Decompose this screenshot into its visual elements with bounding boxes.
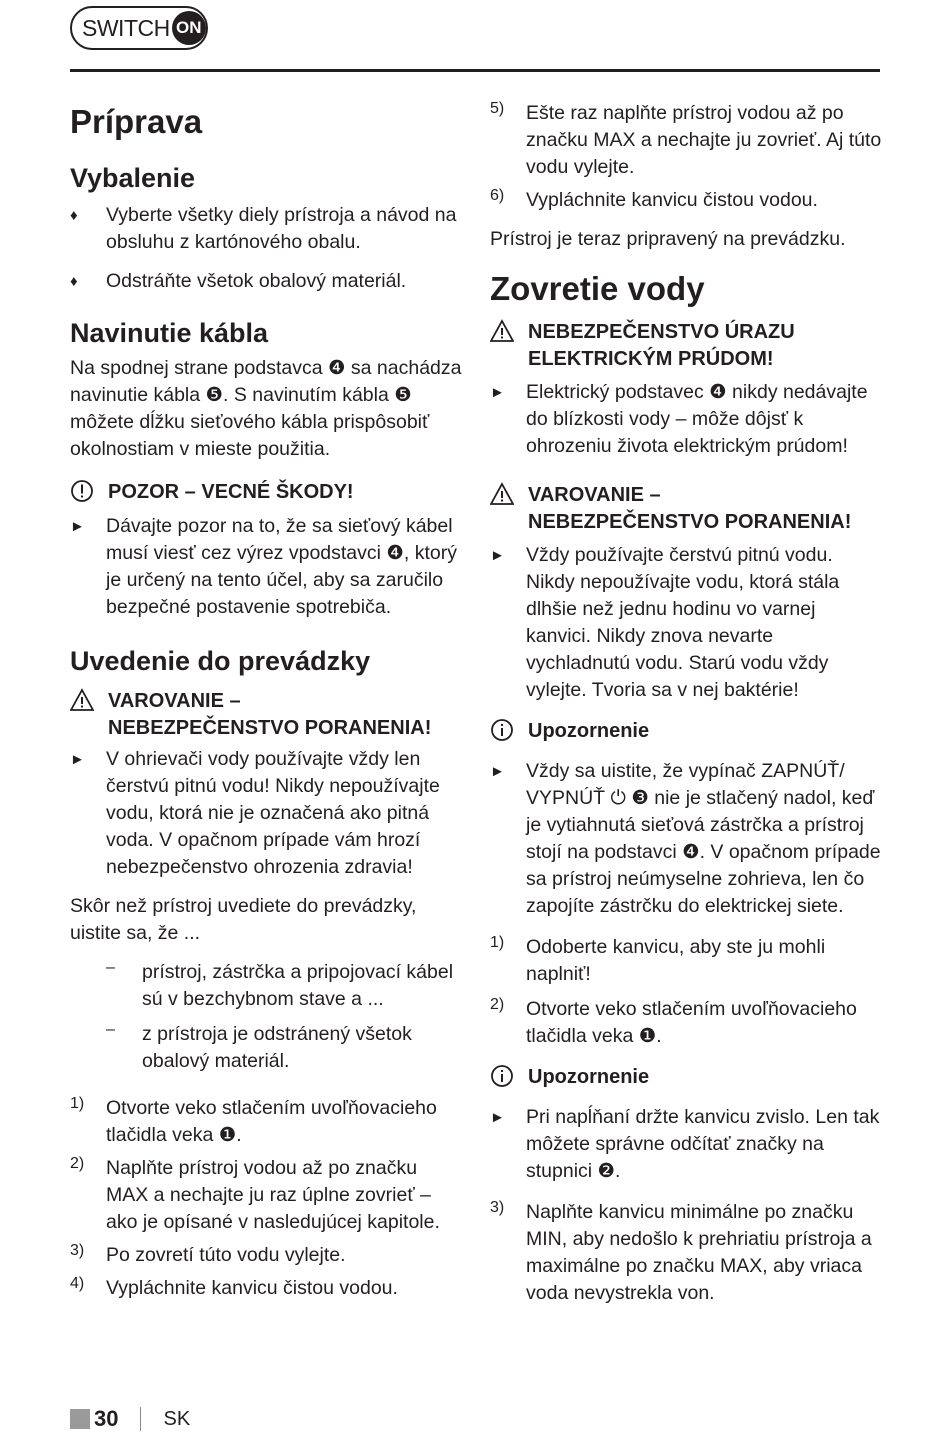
list-item: ♦ Vyberte všetky diely prístroja a návod na obsluhu z kartónového obalu. [70, 202, 462, 256]
arrow-bullet-icon: ► [70, 518, 85, 536]
brand-logo [70, 6, 208, 50]
list-item: – prístroj, zástrčka a pripojovací kábel sú v bezchybnom stave a ... [106, 958, 454, 1010]
arrow-bullet-icon: ► [490, 383, 505, 401]
section-title-priprava: Príprava [70, 103, 203, 140]
exclamation-circle-icon [70, 479, 108, 509]
power-icon: ON [172, 11, 206, 45]
step-item: 6) Vypláchnite kanvicu čistou vodou. [490, 187, 818, 211]
diamond-bullet-icon: ♦ [70, 206, 78, 224]
note-item: ► Pri napĺňaní držte kanvicu zvislo. Len tak môžete správne odčítať značky na stupnici ❷. [490, 1104, 882, 1185]
caution-item: ► Dávajte pozor na to, že sa sieťový kábel musí viesť cez výrez vpodstavci ❹, ktorý je určený na tento účel, aby sa zaručilo bezpečné postavenie spotrebiča. [70, 513, 462, 621]
arrow-bullet-icon: ► [70, 750, 85, 768]
section-title-zovretie: Zovretie vody [490, 270, 705, 307]
warning-item: ► V ohrievači vody používajte vždy len čerstvú pitnú vodu! Nikdy nepoužívajte vodu, ktorá nie je označená ako pitná voda. V opačnom prípade vám hrozí nebezpečenstvo ohrozenia zdravia! [70, 746, 462, 881]
step-item: 3) Po zovretí túto vodu vylejte. [70, 1241, 346, 1266]
step-item: 1) Odoberte kanvicu, aby ste ju mohli naplniť! [490, 933, 826, 985]
note-heading: Upozornenie [490, 1064, 882, 1096]
right-column [490, 100, 882, 1307]
danger-item: ► Elektrický podstavec ❹ nikdy nedávajte do blízkosti vody – môže dôjsť k ohrozeniu života elektrickým prúdom! [490, 379, 882, 460]
warning-triangle-icon [490, 482, 528, 536]
step-item: 2) Otvorte veko stlačením uvoľňovacieho tlačidla veka ❶. [490, 995, 857, 1047]
info-icon [490, 1064, 528, 1096]
warning-triangle-icon [490, 319, 528, 373]
footer-divider [140, 1407, 141, 1431]
before-start-paragraph: Skôr než prístroj uvediete do prevádzky, uistite sa, že ... [70, 894, 417, 944]
warning-triangle-icon [70, 688, 108, 742]
header-rule [70, 69, 880, 72]
note-item: ► Vždy sa uistite, že vypínač ZAPNÚŤ/ VYPNÚŤ ⏻ ❸ nie je stlačený nadol, keď je vytiahnutá sieťová zástrčka a prístroj stojí na podstavci ❹. V opačnom prípade sa prístroj neúmyselne zohrieva, len čo zapojíte zástrčku do elektrickej siete. [490, 758, 882, 920]
language-code: SK [163, 1407, 191, 1430]
arrow-bullet-icon: ► [490, 546, 505, 564]
diamond-bullet-icon: ♦ [70, 272, 78, 290]
list-item: ♦ Odstráňte všetok obalový materiál. [70, 268, 462, 295]
info-icon [490, 718, 528, 750]
arrow-bullet-icon: ► [490, 762, 505, 780]
warning-heading: VAROVANIE – NEBEZPEČENSTVO PORANENIA! [70, 688, 462, 742]
step-item: 5) Ešte raz naplňte prístroj vodou až po značku MAX a nechajte ju zovrieť. Aj túto vodu vylejte. [490, 100, 882, 178]
page-footer [70, 1406, 190, 1432]
page-marker-icon [70, 1409, 90, 1429]
arrow-bullet-icon: ► [490, 1108, 505, 1126]
danger-heading: NEBEZPEČENSTVO ÚRAZU ELEKTRICKÝM PRÚDOM! [490, 319, 882, 373]
logo-text: SWITCH [82, 14, 170, 41]
note-heading: Upozornenie [490, 718, 882, 750]
step-item: 3) Naplňte kanvicu minimálne po značku MIN, aby nedošlo k prehriatiu prístroja a maximálne po značku MAX, aby vriaca voda nevystrekla von. [490, 1198, 872, 1304]
subsection-title-vybalenie: Vybalenie [70, 162, 196, 193]
step-item: 2) Naplňte prístroj vodou až po značku MAX a nechajte ju raz úplne zovrieť – ako je opísané v nasledujúcej kapitole. [70, 1154, 440, 1233]
step-item: 1) Otvorte veko stlačením uvoľňovacieho tlačidla veka ❶. [70, 1094, 437, 1146]
step-item: 4) Vypláchnite kanvicu čistou vodou. [70, 1274, 398, 1299]
subsection-title-navinutie: Navinutie kábla [70, 317, 269, 348]
warning-heading: VAROVANIE – NEBEZPEČENSTVO PORANENIA! [490, 482, 882, 536]
caution-heading: POZOR – VECNÉ ŠKODY! [70, 479, 462, 509]
subsection-title-uvedenie: Uvedenie do prevádzky [70, 646, 371, 677]
cable-paragraph: Na spodnej strane podstavca ❹ sa nachádza navinutie kábla ❺. S navinutím kábla ❺ môžete dĺžku sieťového kábla prispôsobiť okolnostiam v mieste použitia. [70, 357, 462, 461]
ready-paragraph: Prístroj je teraz pripravený na prevádzku. [490, 228, 846, 250]
page-number: 30 [94, 1406, 119, 1431]
left-column [70, 100, 462, 1302]
warning-item: ► Vždy používajte čerstvú pitnú vodu. Nikdy nepoužívajte vodu, ktorá stála dlhšie než jednu hodinu vo varnej kanvici. Nikdy znova nevarte vychladnutú vodu. Starú vodu vždy vylejte. Tvoria sa v nej baktérie! [490, 542, 882, 704]
list-item: – z prístroja je odstránený všetok obalový materiál. [106, 1020, 412, 1072]
